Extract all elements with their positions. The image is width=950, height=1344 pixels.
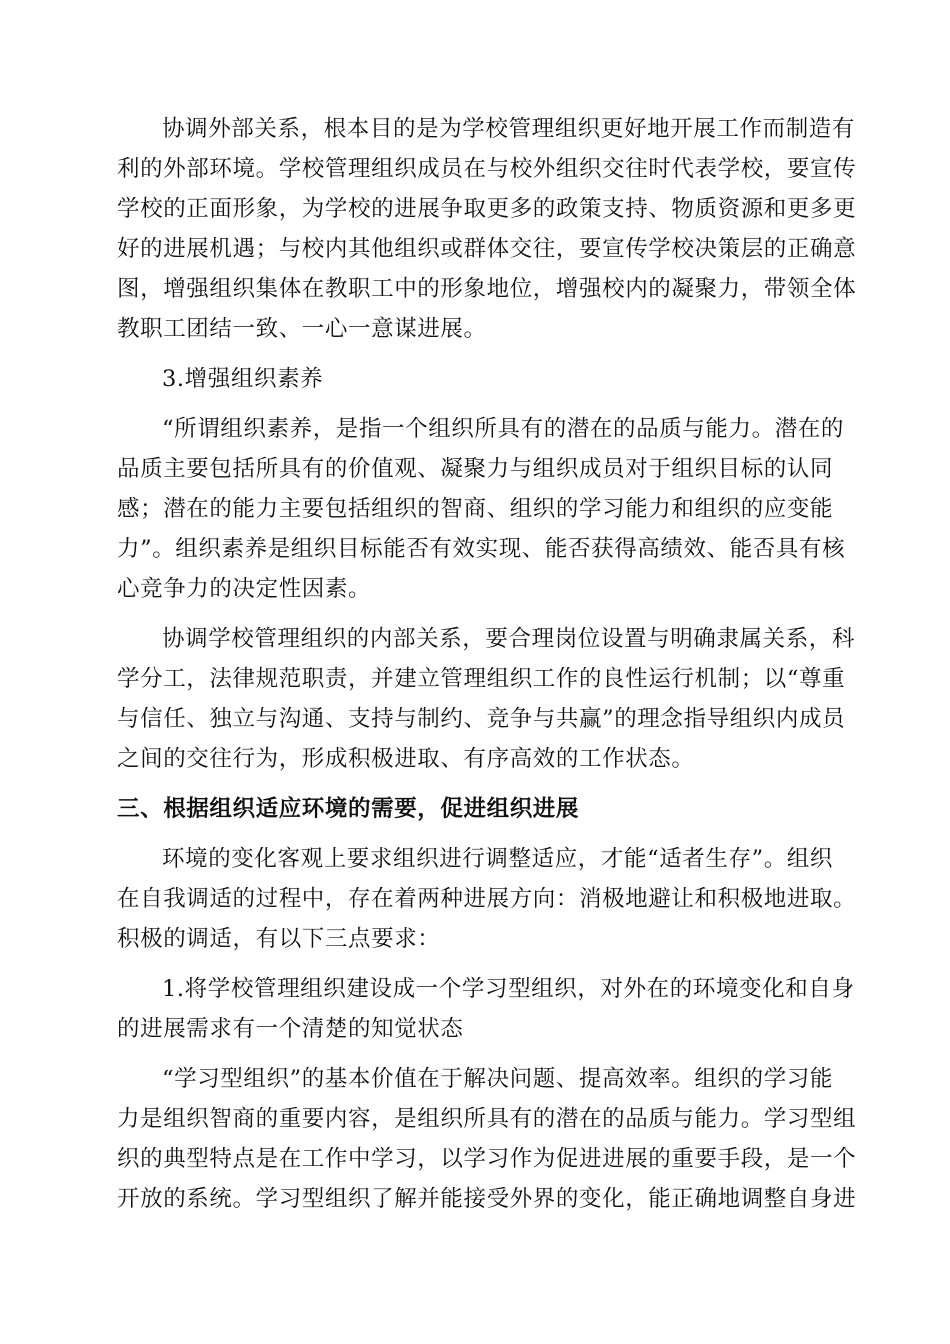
paragraph-line: 1.将学校管理组织建设成一个学习型组织，对外在的环境变化和自身 xyxy=(162,976,855,1002)
paragraph-line: “学习型组织”的基本价值在于解决问题、提高效率。组织的学习能 xyxy=(162,1066,834,1092)
paragraph-line: 感；潜在的能力主要包括组织的智商、组织的学习能力和组织的应变能 xyxy=(117,496,834,522)
paragraph-line: 品质主要包括所具有的价值观、凝聚力与组织成员对于组织目标的认同 xyxy=(117,456,834,482)
section-heading: 三、根据组织适应环境的需要，促进组织进展 xyxy=(117,796,580,822)
paragraph-line: 之间的交往行为，形成积极进取、有序高效的工作状态。 xyxy=(117,746,695,772)
paragraph-line: 的进展需求有一个清楚的知觉状态 xyxy=(117,1016,464,1042)
section-subheading: 3.增强组织素养 xyxy=(162,366,324,392)
paragraph-line: 在自我调适的过程中，存在着两种进展方向：消极地避让和积极地进取。 xyxy=(117,886,857,912)
paragraph-line: 力”。组织素养是组织目标能否有效实现、能否获得高绩效、能否具有核 xyxy=(117,536,846,562)
paragraph-line: 与信任、独立与沟通、支持与制约、竞争与共赢”的理念指导组织内成员 xyxy=(117,706,846,732)
paragraph-line: 利的外部环境。学校管理组织成员在与校外组织交往时代表学校，要宣传 xyxy=(117,156,857,182)
paragraph-line: 教职工团结一致、一心一意谋进展。 xyxy=(117,316,487,342)
paragraph-line: 学校的正面形象，为学校的进展争取更多的政策支持、物质资源和更多更 xyxy=(117,196,857,222)
paragraph-line: 开放的系统。学习型组织了解并能接受外界的变化，能正确地调整自身进 xyxy=(117,1186,857,1212)
paragraph-line: 力是组织智商的重要内容，是组织所具有的潜在的品质与能力。学习型组 xyxy=(117,1106,857,1132)
paragraph-line: 织的典型特点是在工作中学习，以学习作为促进进展的重要手段，是一个 xyxy=(117,1146,857,1172)
paragraph-line: 协调学校管理组织的内部关系，要合理岗位设置与明确隶属关系，科 xyxy=(162,626,856,652)
paragraph-line: 学分工，法律规范职责，并建立管理组织工作的良性运行机制；以“尊重 xyxy=(117,666,846,692)
paragraph-line: 协调外部关系，根本目的是为学校管理组织更好地开展工作而制造有 xyxy=(162,116,856,142)
paragraph-line: 心竞争力的决定性因素。 xyxy=(117,576,372,602)
paragraph-line: 好的进展机遇；与校内其他组织或群体交往，要宣传学校决策层的正确意 xyxy=(117,236,857,262)
paragraph-line: 积极的调适，有以下三点要求： xyxy=(117,926,441,952)
paragraph-line: 环境的变化客观上要求组织进行调整适应，才能“适者生存”。组织 xyxy=(162,846,834,872)
paragraph-line: 图，增强组织集体在教职工中的形象地位，增强校内的凝聚力，带领全体 xyxy=(117,276,857,302)
paragraph-line: “所谓组织素养，是指一个组织所具有的潜在的品质与能力。潜在的 xyxy=(162,416,845,442)
